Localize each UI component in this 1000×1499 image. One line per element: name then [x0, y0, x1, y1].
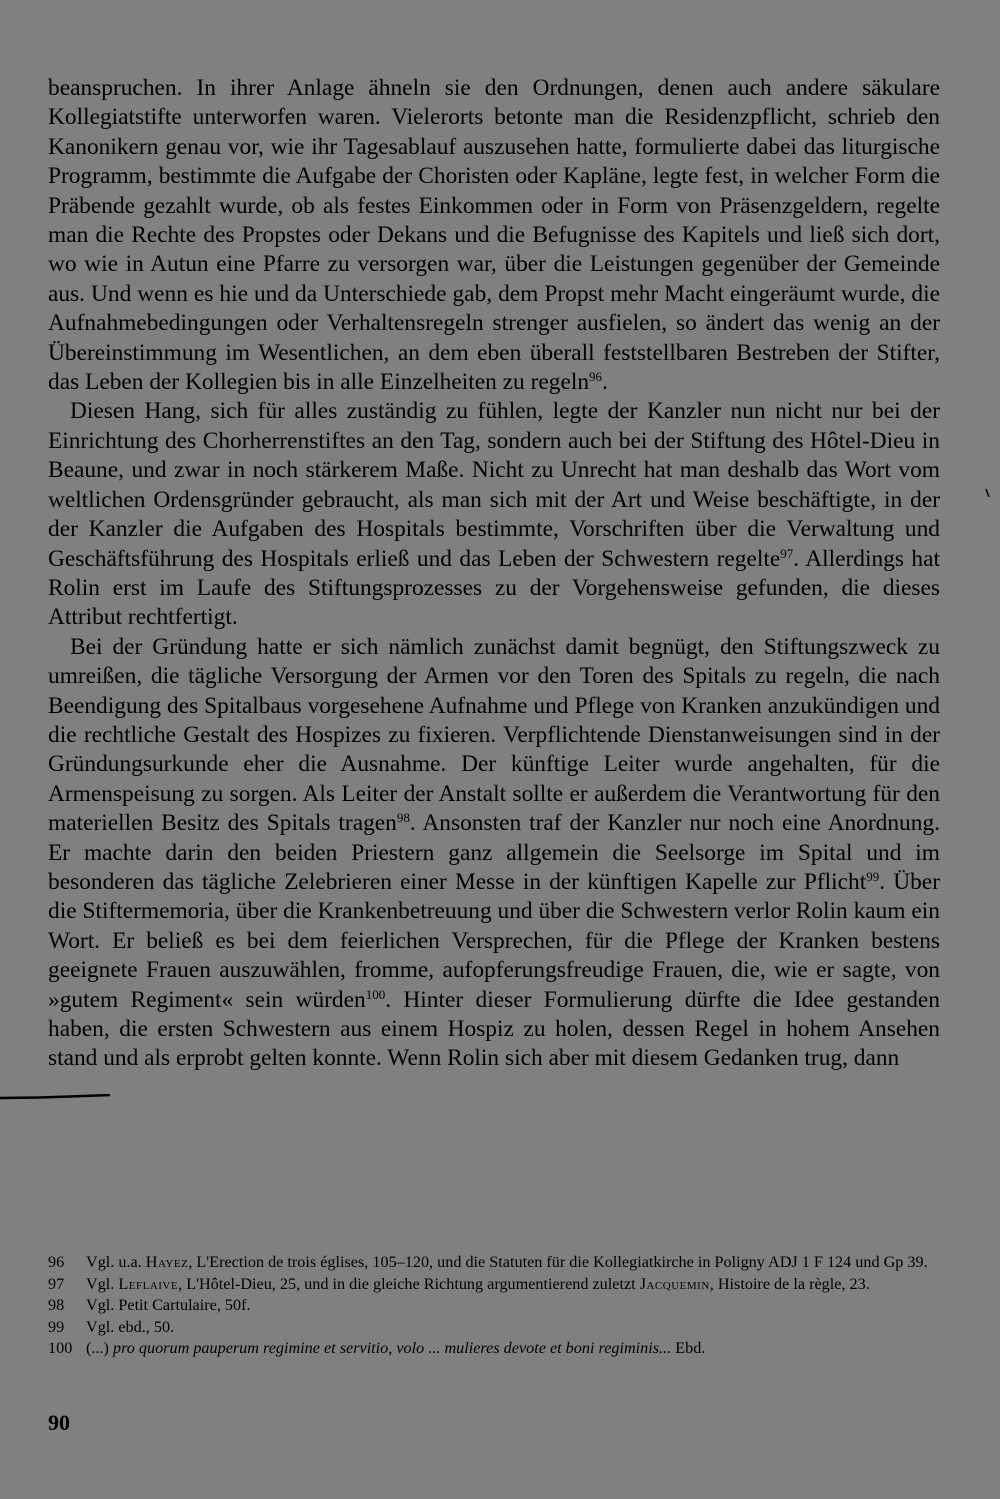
footnote-segment: , L'Erection de trois églises, 105–120, und die Statuten für die Kollegiatkirche in Poligny ADJ 1 F 124 und Gp 39. — [188, 1253, 928, 1271]
footnote-segment: Jacquemin — [639, 1274, 710, 1293]
paragraph-text: . Ansonsten traf der Kanzler nur noch eine Anordnung. Er machte darin den beiden Priestern ganz allgemein die Seelsorge im Spital und im besonderen das tägliche Zelebrieren einer Messe in der künftigen Kapelle zur Pflicht — [48, 810, 940, 895]
footnote-segment: Vgl. — [86, 1274, 119, 1293]
pen-mark — [0, 1094, 110, 1100]
footnote — [48, 1252, 940, 1274]
page-number: 90 — [48, 1410, 70, 1435]
paragraph-text: . — [602, 369, 608, 396]
footnote-text — [86, 1317, 940, 1339]
footnote-text — [86, 1338, 940, 1360]
paragraph-text: beanspruchen. In ihrer Anlage ähneln sie den Ordnungen, denen auch andere säkulare Kollegiatstifte unterworfen waren. Vielerorts betonte man die Residenzpflicht, schrieb den Kanonikern genau vor, wie ihr Tagesablauf auszusehen hatte, formulierte dabei das liturgische Programm, bestimmte die Aufgabe der Choristen oder Kapläne, legte fest, in welcher Form die Präbende gezahlt wurde, ob als festes Einkommen oder in Form von Präsenzgeldern, regelte man die Rechte des Propstes oder Dekans und die Befugnisse des Kapitels und ließ sich dort, wo wie in Autun eine Pfarre zu versorgen war, über die Leistungen gegenüber der Gemeinde aus. Und wenn es hie und da Unterschiede gab, dem Propst mehr Macht eingeräumt wurde, die Aufnahmebedingungen oder Verhaltensregeln strenger ausfielen, so ändert das wenig an der Übereinstimmung im Wesentlichen, an dem eben überall feststellbaren Bestreben der Stifter, das Leben der Kollegien bis in alle Einzelheiten zu regeln — [48, 75, 940, 396]
footnote-number: 97 — [48, 1274, 65, 1293]
paragraph — [48, 74, 940, 397]
footnote-segment: Vgl. Petit Cartulaire, 50f. — [86, 1296, 251, 1314]
footnote — [48, 1338, 940, 1360]
footnote-reference: 96 — [589, 369, 603, 385]
footnote-number: 99 — [48, 1317, 65, 1336]
footnote-number: 98 — [48, 1296, 65, 1314]
footnotes — [48, 1252, 940, 1360]
paragraph — [48, 397, 940, 632]
footnote-segment: pro quorum pauperum regimine et servitio, volo ... mulieres devote et boni regiminis... — [112, 1339, 672, 1357]
footnote-segment: (...) — [86, 1339, 113, 1357]
footnote-segment: Vgl. ebd., 50. — [86, 1317, 175, 1336]
footnote-number: 96 — [48, 1253, 65, 1271]
footnote-text — [86, 1252, 940, 1274]
footnote — [48, 1274, 940, 1296]
edge-mark — [985, 489, 990, 497]
footnote-reference: 98 — [396, 810, 410, 826]
footnote-segment: Vgl. u.a. — [86, 1253, 146, 1271]
footnote-segment: , Histoire de la règle, 23. — [709, 1274, 870, 1293]
paragraph-text: . Hinter dieser Formulierung dürfte die Idee gestanden haben, die ersten Schwestern aus einem Hospiz zu holen, dessen Regel in hohem Ansehen stand und als erprobt gelten konnte. Wenn Rolin sich aber mit diesem Gedanken trug, dann — [48, 986, 940, 1072]
footnote-text — [86, 1274, 940, 1296]
paragraph-text: Diesen Hang, sich für alles zuständig zu fühlen, legte der Kanzler nun nicht nur bei der Einrichtung des Chorherrenstiftes an den Tag, sondern auch bei der Stiftung des Hôtel-Dieu in Beaune, und zwar in noch stärkerem Maße. Nicht zu Unrecht hat man deshalb das Wort vom weltlichen Ordensgründer gebraucht, als man sich mit der Art und Weise beschäftigte, in der der Kanzler die Aufgaben des Hospitals bestimmte, Vorschriften über die Verwaltung und Geschäftsführung des Hospitals erließ und das Leben der Schwestern regelte — [48, 398, 940, 572]
footnote-number: 100 — [48, 1339, 73, 1357]
footnote-segment: , L'Hôtel-Dieu, 25, und in die gleiche Richtung argumentierend zuletzt — [178, 1274, 640, 1293]
footnote-segment: Leflaive — [118, 1274, 179, 1293]
footnote-segment: Ebd. — [671, 1339, 706, 1357]
paragraph — [48, 633, 940, 1074]
footnote-reference: 99 — [866, 868, 880, 884]
footnote-segment: Hayez — [145, 1253, 189, 1271]
footnote-reference: 100 — [365, 986, 386, 1002]
main-text — [48, 74, 940, 1074]
footnote-text — [86, 1295, 940, 1317]
footnote — [48, 1295, 940, 1317]
paragraph-text: . Allerdings hat Rolin erst im Laufe des Stiftungsprozesses zu der Vorgehensweise gefunden, die dieses Attribut rechtfertigt. — [48, 545, 940, 631]
footnote-reference: 97 — [780, 545, 794, 561]
paragraph-text: Bei der Gründung hatte er sich nämlich zunächst damit begnügt, den Stiftungszweck zu umreißen, die tägliche Versorgung der Armen vor den Toren des Spitals zu regeln, die nach Beendigung des Spitalbaus vorgesehene Aufnahme und Pflege von Kranken anzukündigen und die rechtliche Gestalt des Hospizes zu fixieren. Verpflichtende Dienstanweisungen sind in der Gründungsurkunde eher die Ausnahme. Der künftige Leiter wurde angehalten, für die Armenspeisung zu sorgen. Als Leiter der Anstalt sollte er außerdem die Verantwortung für den materiellen Besitz des Spitals tragen — [48, 633, 940, 837]
paragraph-text: . Über die Stiftermemoria, über die Krankenbetreuung und über die Schwestern verlor Rolin kaum ein Wort. Er beließ es bei dem feierlichen Versprechen, für die Pflege der Kranken bestens geeignete Frauen auszuwählen, fromme, aufopferungsfreudige Frauen, die, wie er sagte, von »gutem Regiment« sein würden — [48, 868, 940, 1013]
footnote — [48, 1317, 940, 1339]
